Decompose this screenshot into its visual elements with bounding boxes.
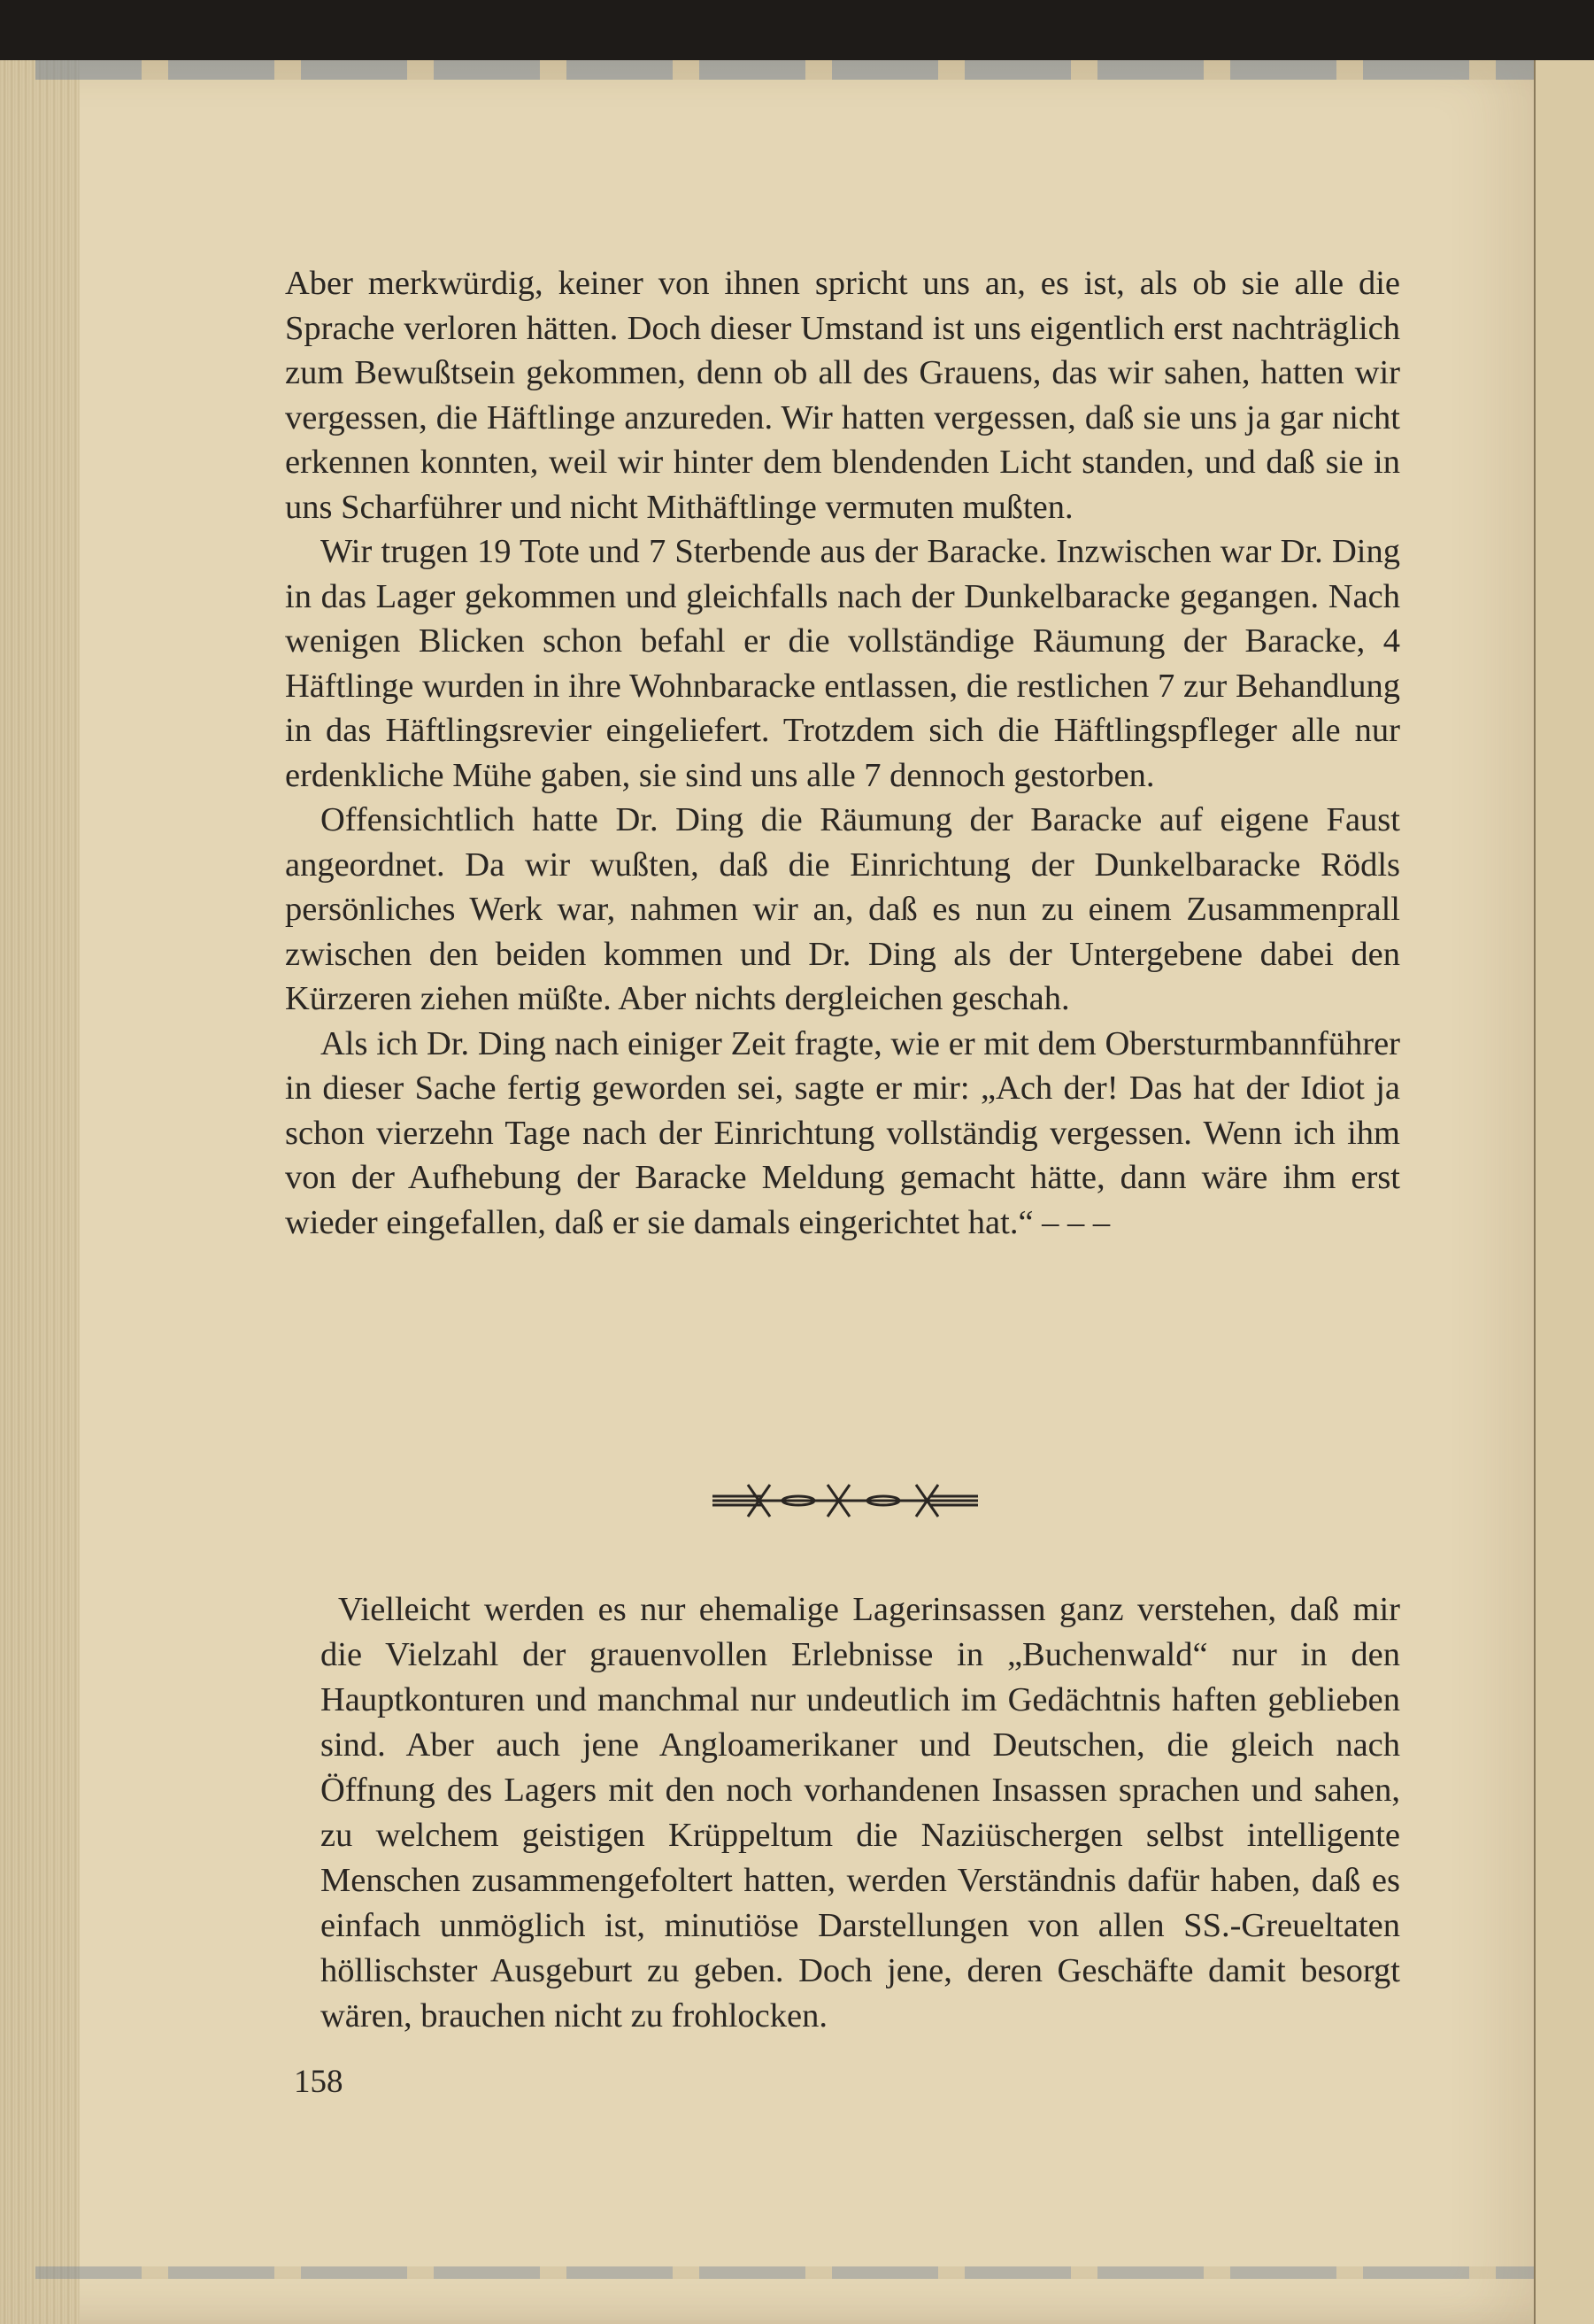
page-number: 158 — [294, 2064, 343, 2100]
closing-text-section — [320, 1587, 1400, 2039]
section-divider-ornament-icon — [708, 1480, 982, 1521]
main-text-section — [285, 261, 1400, 1245]
paragraph: Vielleicht werden es nur ehemalige Lagerinsassen ganz verstehen, daß mir die Vielzahl der grauenvollen Erlebnisse in „Buchenwald“ nur in den Hauptkonturen und manchmal nur undeutlich im Gedächtnis haften geblieben sind. Aber auch jene Angloamerikaner und Deutschen, die gleich nach Öffnung des Lagers mit den noch vorhandenen Insassen sprachen und sahen, zu welchem geistigen Krüppeltum die Naziüschergen selbst intelligente Menschen zusammengefoltert hatten, werden Verständnis dafür haben, daß es einfach unmöglich ist, minutiöse Darstellungen von allen SS.-Greueltaten höllischster Ausgeburt zu geben. Doch jene, deren Geschäfte damit besorgt wären, brauchen nicht zu frohlocken. — [320, 1591, 1400, 2034]
paragraph: Aber merkwürdig, keiner von ihnen spricht uns an, es ist, als ob sie alle die Sprache verloren hätten. Doch dieser Umstand ist uns eigentlich erst nachträglich zum Bewußtsein gekommen, denn ob all des Grauens, das wir sahen, hatten wir vergessen, die Häftlinge anzureden. Wir hatten vergessen, daß sie uns ja gar nicht erkennen konnten, weil wir hinter dem blendenden Licht standen, und daß sie in uns Scharführer und nicht Mithäftlinge vermuten mußten. — [285, 265, 1400, 526]
adjacent-page-edge — [1534, 60, 1594, 2324]
paragraph: Wir trugen 19 Tote und 7 Sterbende aus der Baracke. Inzwischen war Dr. Ding in das Lager gekommen und gleichfalls nach der Dunkelbaracke gegangen. Nach wenigen Blicken schon befahl er die vollständige Räumung der Baracke, 4 Häftlinge wurden in ihre Wohnbaracke entlassen, die restlichen 7 zur Behandlung in das Häftlingsrevier eingeliefert. Trotzdem sich die Häftlingspfleger alle nur erdenkliche Mühe gaben, sie sind uns alle 7 dennoch gestorben. — [285, 533, 1400, 794]
page-stack-edge — [0, 60, 80, 2324]
paragraph: Als ich Dr. Ding nach einiger Zeit fragte, wie er mit dem Obersturmbannführer in dieser Sache fertig geworden sei, sagte er mir: „Ach der! Das hat der Idiot ja schon vierzehn Tage nach der Einrichtung vollständig vergessen. Wenn ich ihm von der Aufhebung der Baracke Meldung gemacht hätte, dann wäre ihm erst wieder eingefallen, daß er sie damals eingerichtet hat.“ – – – — [285, 1024, 1400, 1241]
top-edge-band — [35, 60, 1534, 80]
paragraph: Offensichtlich hatte Dr. Ding die Räumung der Baracke auf eigene Faust angeordnet. Da wir wußten, daß die Einrichtung der Dunkelbaracke Rödls persönliches Werk war, nahmen wir an, daß es nun zu einem Zusammenprall zwischen den beiden kommen und Dr. Ding als der Untergebene dabei den Kürzeren ziehen müßte. Aber nichts dergleichen geschah. — [285, 801, 1400, 1017]
bottom-edge-band — [35, 2266, 1534, 2279]
